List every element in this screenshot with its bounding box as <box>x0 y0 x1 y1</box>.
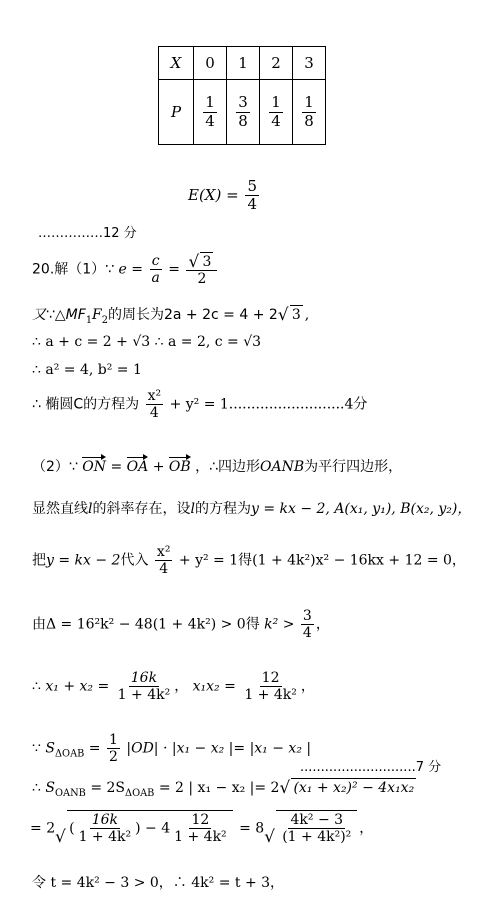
solution-line-8: 把y = kx − 2代入 $\frac{\text{x²}}{4}$ + y² = 1得(1 + 4k²)x² − 16kx + 12 = 0， <box>32 544 466 578</box>
solution-line-14: 令 t = 4k² − 3 > 0，∴ 4k² = t + 3， <box>32 875 285 891</box>
table-cell: X <box>159 47 194 80</box>
solution-line-10: ∴ x₁ + x₂ = $\frac{16k}{\text{1 + 4k²}}$ ， x₁x₂ = $\frac{12}{\text{1 + 4k²}}$ ， <box>32 670 315 704</box>
solution-line-6: （2）∵ ON = OA + OB ，∴四边形OANB为平行四边形， <box>32 456 402 476</box>
solution-line-2: 又$\because\triangle MF_1F_2$的周长为2a + 2c = 4 + 2 √ 3 , <box>32 304 310 326</box>
table-cell: $\frac{3}{8}$ <box>227 80 260 145</box>
solution-line-3: ∴ a + c = 2 + √3 ∴ a = 2, c = √3 <box>32 334 262 350</box>
score-marker-12: ……………12 分 <box>38 226 137 241</box>
solution-line-1: 20.解（1）∵ e = $\frac{c}{a}$ = √ 3 2 <box>32 252 219 287</box>
solution-line-13: = 2 √ ( $\frac{16k}{\text{1 + 4k²}}$ ) − 4 $\frac{12}{\text{1 + 4k²}}$ = 8 √ $\frac{\text{4k² − 3}}{\text{(1 + 4k²)²}}$ ， <box>30 812 374 847</box>
solution-line-9: 由Δ = 16²k² − 48(1 + 4k²) > 0得 k² > $\frac{3}{4}$ ， <box>32 608 330 642</box>
table-cell: 3 <box>293 47 326 80</box>
score-marker-7: ............................7 分 <box>300 760 442 775</box>
table-cell: 0 <box>194 47 227 80</box>
table-cell: $\frac{1}{8}$ <box>293 80 326 145</box>
table-cell: 2 <box>260 47 293 80</box>
solution-line-4: ∴ a² = 4, b² = 1 <box>32 362 142 378</box>
distribution-table <box>158 46 326 145</box>
table-cell: $\frac{1}{4}$ <box>194 80 227 145</box>
table-cell: 1 <box>227 47 260 80</box>
solution-line-11: ∵ $S_{\Delta OAB}$ = $\frac{1}{2}$ |OD| · |x₁ − x₂ |= |x₁ − x₂ | <box>32 732 312 766</box>
solution-line-7: 显然直线l的斜率存在，设l的方程为y = kx − 2, A(x₁, y₁), B(x₂, y₂)， <box>32 501 472 517</box>
solution-line-5: ∴ 椭圆C的方程为 $\frac{\text{x²}}{4}$ + y² = 1..........................4分 <box>32 388 368 422</box>
solution-line-12: ∴ $S_{OANB} = 2S_{\Delta OAB} = 2$ | x₁ − x₂ |= 2 √ (x₁ + x₂)² − 4x₁x₂ <box>32 777 415 799</box>
table-cell: P <box>159 80 194 145</box>
table-cell: $\frac{1}{4}$ <box>260 80 293 145</box>
expectation-formula: E(X) = $\frac{5}{4}$ <box>188 177 257 214</box>
